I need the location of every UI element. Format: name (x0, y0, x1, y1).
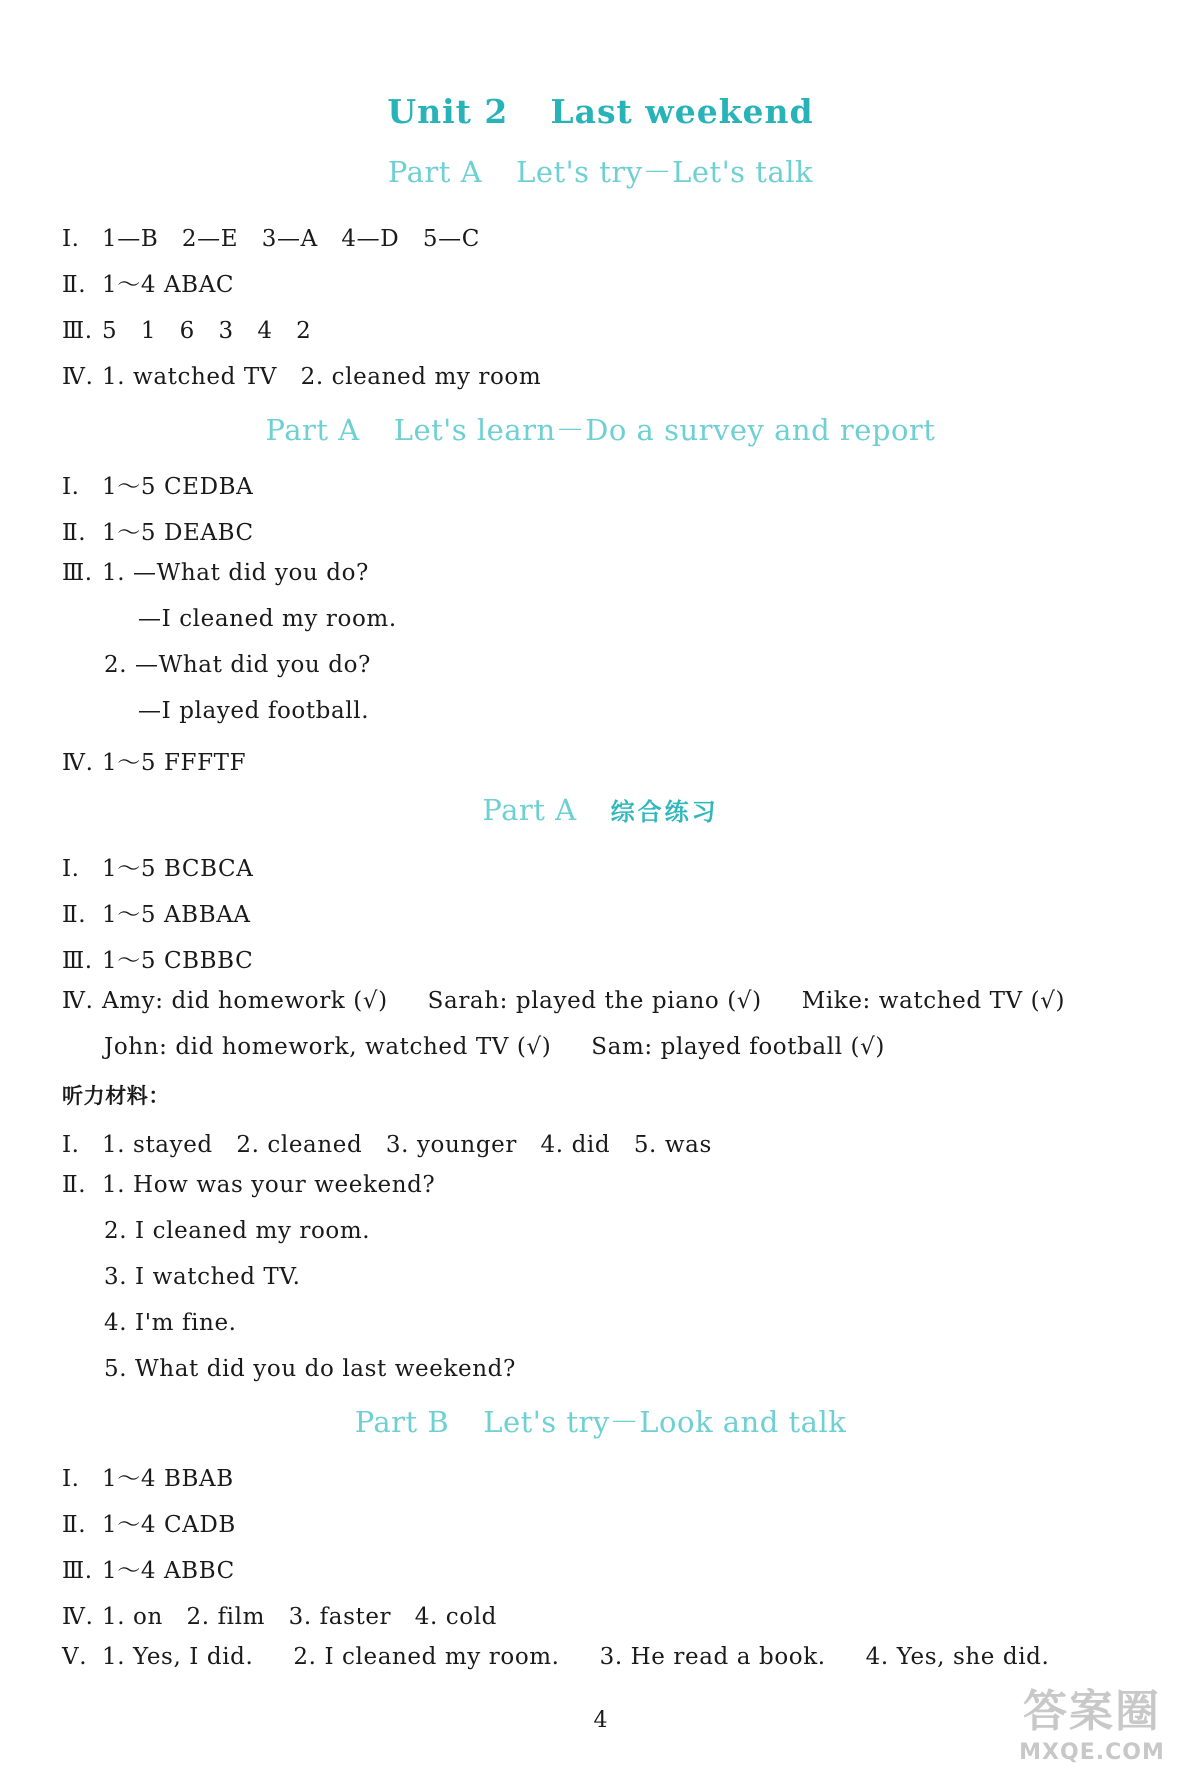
answer-text: 1～4 BBAB (102, 1466, 234, 1492)
answer-text: Sarah: played the piano (√) (427, 988, 762, 1014)
answer-text: Mike: watched TV (√) (801, 988, 1066, 1014)
answer-text: 1～5 BCBCA (102, 856, 254, 882)
watermark-logo (997, 1684, 1187, 1784)
answer-text: 5 1 6 3 4 2 (102, 318, 312, 344)
answer-line: 4. I'm fine. (104, 1310, 237, 1336)
item-number: Ⅱ. (62, 1512, 87, 1538)
section-part: Part A (482, 793, 577, 827)
item-number: Ⅱ. (62, 272, 87, 298)
answer-text: 1～5 CEDBA (102, 474, 254, 500)
answer-text: 1. stayed 2. cleaned 3. younger 4. did 5. was (102, 1132, 712, 1158)
answer-text: 1—B 2—E 3—A 4—D 5—C (102, 226, 480, 252)
section-heading-2 (0, 408, 1201, 449)
answer-line (62, 468, 253, 501)
answer-text: 1～5 FFFTF (102, 750, 247, 776)
answer-text: 4. Yes, she did. (865, 1644, 1050, 1670)
answer-text: John: did homework, watched TV (√) (104, 1034, 552, 1060)
answer-line (62, 896, 251, 929)
answer-text: 1～4 ABBC (102, 1558, 235, 1584)
answer-line (62, 560, 369, 586)
item-number: Ⅰ. (62, 1466, 80, 1492)
answer-text: 2. I cleaned my room. (293, 1644, 560, 1670)
answer-text: 1～4 CADB (102, 1512, 236, 1538)
answer-line (62, 942, 253, 975)
item-number: Ⅴ. (62, 1644, 88, 1670)
answer-line (62, 1644, 1049, 1670)
answer-line (62, 514, 254, 547)
item-number: Ⅳ. (62, 988, 94, 1014)
answer-line: 3. I watched TV. (104, 1264, 301, 1290)
answer-text: 1. on 2. film 3. faster 4. cold (102, 1604, 498, 1630)
item-number: Ⅲ. (62, 318, 93, 344)
unit-name: Last weekend (550, 92, 814, 131)
item-number: Ⅳ. (62, 364, 94, 390)
answer-line (62, 850, 253, 883)
answer-line (62, 1506, 236, 1539)
section-part: Part A (265, 413, 360, 447)
answer-line (62, 988, 1065, 1014)
answer-line (62, 1460, 234, 1493)
answer-text: 3. He read a book. (599, 1644, 826, 1670)
answer-line (62, 266, 234, 299)
section-heading-1 (0, 150, 1201, 191)
answer-text: 1～5 ABBAA (102, 902, 251, 928)
label-text: 听力材料： (62, 1084, 170, 1108)
item-number: Ⅰ. (62, 856, 80, 882)
item-number: Ⅰ. (62, 474, 80, 500)
watermark-top: 答案圈 (1023, 1686, 1161, 1737)
answer-text: 1. Yes, I did. (102, 1644, 254, 1670)
item-number: Ⅲ. (62, 1558, 93, 1584)
item-number: Ⅳ. (62, 1604, 94, 1630)
answer-text: 1～5 CBBBC (102, 948, 254, 974)
unit-number: Unit 2 (387, 92, 509, 131)
section-part: Part A (387, 155, 483, 189)
section-heading-4 (0, 1400, 1201, 1441)
listening-label (62, 1080, 170, 1110)
answer-line: 2. I cleaned my room. (104, 1218, 371, 1244)
item-number: Ⅱ. (62, 902, 87, 928)
answer-line: 2. —What did you do? (104, 652, 371, 678)
answer-text: Amy: did homework (√) (102, 988, 388, 1014)
item-number: Ⅲ. (62, 948, 93, 974)
answer-line: —I cleaned my room. (138, 606, 397, 632)
answer-line (62, 1126, 712, 1159)
answer-text: 1. —What did you do? (102, 560, 369, 586)
answer-line (62, 1598, 497, 1631)
answer-line (104, 1034, 885, 1060)
answer-line (62, 358, 541, 391)
section-name: Let's try－Let's talk (516, 155, 814, 189)
section-name: Let's learn－Do a survey and report (393, 413, 936, 447)
item-number: Ⅱ. (62, 520, 87, 546)
answer-line (62, 312, 311, 345)
item-number: Ⅱ. (62, 1172, 87, 1198)
page-number: 4 (593, 1708, 608, 1733)
answer-text: 1～4 ABAC (102, 272, 235, 298)
answer-text: 1. How was your weekend? (102, 1172, 436, 1198)
answer-text: Sam: played football (√) (591, 1034, 885, 1060)
answer-line (62, 1172, 435, 1198)
answer-line (62, 220, 480, 253)
item-number: Ⅰ. (62, 1132, 80, 1158)
section-name: 综合练习 (610, 798, 719, 826)
watermark-bottom: MXQE.COM (1019, 1740, 1165, 1765)
answer-text: 1～5 DEABC (102, 520, 254, 546)
answer-text: 1. watched TV 2. cleaned my room (102, 364, 542, 390)
section-name: Let's try－Look and talk (483, 1405, 847, 1439)
answer-line (62, 1552, 235, 1585)
answer-line (62, 744, 246, 777)
section-part: Part B (354, 1405, 450, 1439)
item-number: Ⅳ. (62, 750, 94, 776)
section-heading-3 (0, 792, 1201, 827)
answer-line: —I played football. (138, 698, 370, 724)
item-number: Ⅲ. (62, 560, 93, 586)
unit-title (0, 92, 1201, 131)
item-number: Ⅰ. (62, 226, 80, 252)
answer-line: 5. What did you do last weekend? (104, 1356, 516, 1382)
